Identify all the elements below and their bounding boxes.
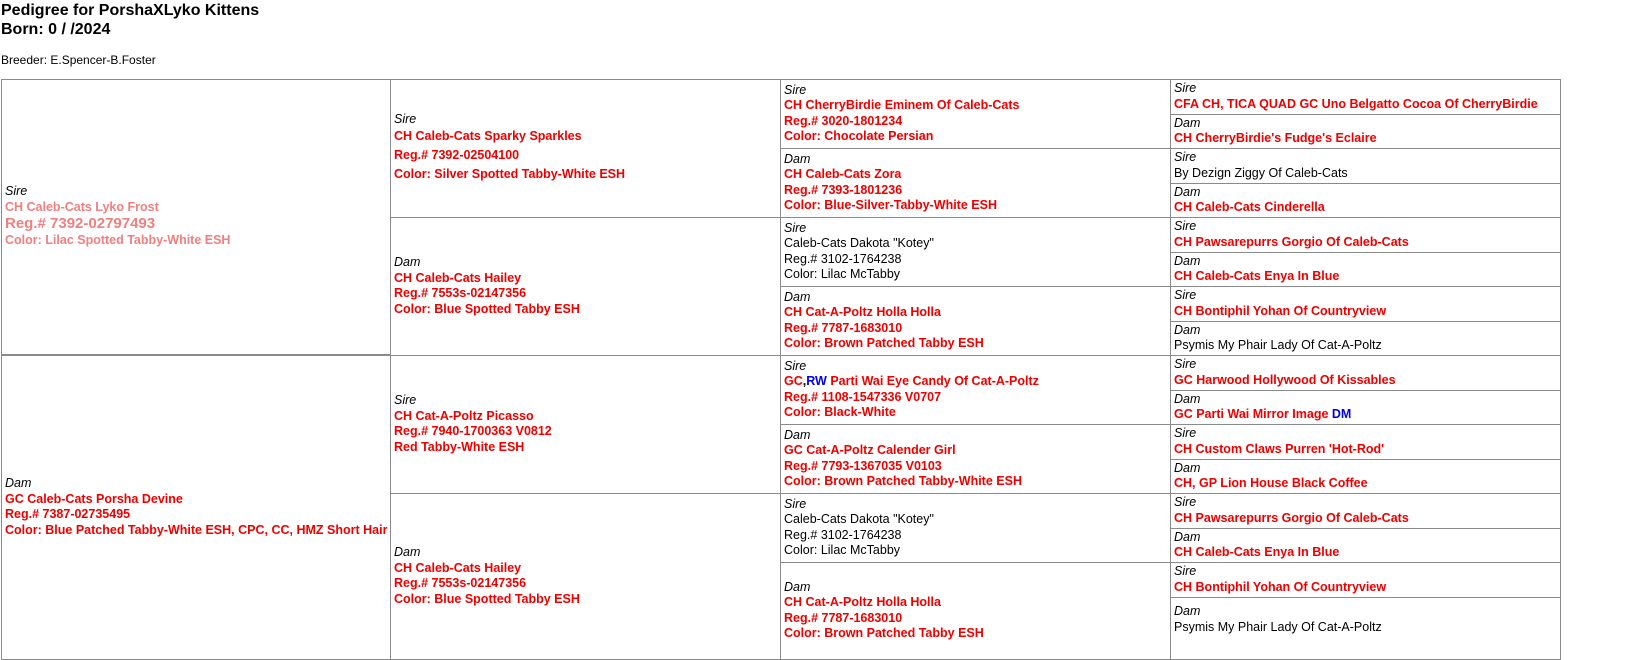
gen3-sds-cell — [780, 217, 1171, 287]
gen3-sdd-cell — [780, 286, 1171, 356]
gen2-ss-name: CH Caleb-Cats Sparky Sparkles — [394, 129, 582, 144]
page-title: Pedigree for PorshaXLyko Kittens — [1, 2, 260, 19]
gen3-ssd-cell — [780, 148, 1171, 218]
gen4-name-11: CH Custom Claws Purren 'Hot-Rod' — [1174, 441, 1385, 456]
sire-label: Sire — [1174, 495, 1197, 509]
breeder-info: Breeder: E.Spencer-B.Foster — [1, 53, 156, 67]
title-separator: , — [802, 374, 807, 388]
gen4-name-8: Psymis My Phair Lady Of Cat-A-Poltz — [1174, 338, 1382, 352]
gen2-dam-sire-cell — [390, 355, 781, 494]
dam-label: Dam — [1174, 604, 1201, 618]
gen4-name-14: CH Caleb-Cats Enya In Blue — [1174, 545, 1340, 559]
dam-label: Dam — [1174, 253, 1201, 268]
gen2-ss-color: Color: Silver Spotted Tabby-White ESH — [394, 167, 626, 182]
gen4-cell-16 — [1170, 597, 1561, 660]
sire-label: Sire — [394, 393, 417, 407]
gen3-ddd-color: Color: Brown Patched Tabby ESH — [784, 626, 984, 640]
gen4-name-9: GC Harwood Hollywood Of Kissables — [1174, 372, 1396, 387]
sire-label: Sire — [784, 220, 807, 235]
gen1-dam-reg: Reg.# 7387-02735495 — [5, 507, 131, 521]
gen3-dsd-name: GC Cat-A-Poltz Calender Girl — [784, 443, 956, 457]
dam-label: Dam — [784, 579, 811, 594]
gen4-name-2: CH CherryBirdie's Fudge's Eclaire — [1174, 131, 1377, 145]
gen2-sd-reg: Reg.# 7553s-02147356 — [394, 286, 527, 300]
gen2-sd-color: Color: Blue Spotted Tabby ESH — [394, 301, 580, 316]
gen2-ds-name: CH Cat-A-Poltz Picasso — [394, 408, 534, 423]
gen3-ssd-reg: Reg.# 7393-1801236 — [784, 182, 903, 197]
sire-label: Sire — [394, 111, 417, 126]
gen1-sire-cell — [1, 79, 391, 355]
gen2-ss-reg: Reg.# 7392-02504100 — [394, 148, 520, 163]
sire-label: Sire — [784, 82, 807, 97]
gen2-dd-color: Color: Blue Spotted Tabby ESH — [394, 591, 580, 606]
gen3-sss-reg: Reg.# 3020-1801234 — [784, 113, 903, 128]
sire-label: Sire — [1174, 564, 1197, 578]
gen3-dsd-color: Color: Brown Patched Tabby-White ESH — [784, 474, 1022, 488]
gen4-name-7: CH Bontiphil Yohan Of Countryview — [1174, 303, 1387, 318]
gen3-dss-color: Color: Black-White — [784, 405, 896, 419]
gen4-name-13: CH Pawsarepurrs Gorgio Of Caleb-Cats — [1174, 510, 1409, 525]
dam-label: Dam — [394, 255, 421, 269]
gen4-name-15: CH Bontiphil Yohan Of Countryview — [1174, 579, 1387, 594]
sire-label: Sire — [1174, 357, 1197, 371]
gen4-cell-5 — [1170, 217, 1561, 253]
sire-label: Sire — [1174, 426, 1197, 440]
gen4-cell-8 — [1170, 321, 1561, 356]
gen1-dam-name: GC Caleb-Cats Porsha Devine — [5, 491, 183, 506]
gen4-name-12: CH, GP Lion House Black Coffee — [1174, 476, 1368, 490]
gen4-name-6: CH Caleb-Cats Enya In Blue — [1174, 269, 1340, 283]
gen3-sss-color: Color: Chocolate Persian — [784, 129, 934, 143]
dam-label: Dam — [784, 151, 811, 166]
gen4-name-4: CH Caleb-Cats Cinderella — [1174, 200, 1325, 214]
gen4-cell-13 — [1170, 493, 1561, 529]
gen3-sss-name: CH CherryBirdie Eminem Of Caleb-Cats — [784, 98, 1020, 112]
gen1-sire-reg: Reg.# 7392-02797493 — [5, 215, 156, 233]
dam-label: Dam — [784, 427, 811, 442]
gen3-sss-cell — [780, 79, 1171, 149]
gen4-cell-6 — [1170, 252, 1561, 287]
gen3-dds-name: Caleb-Cats Dakota "Kotey" — [784, 512, 934, 526]
dam-label: Dam — [1174, 115, 1201, 130]
gen2-ds-reg: Reg.# 7940-1700363 V0812 — [394, 424, 552, 438]
gen1-sire-name: CH Caleb-Cats Lyko Frost — [5, 199, 159, 214]
gen2-ds-color: Red Tabby-White ESH — [394, 439, 525, 454]
dam-label: Dam — [784, 289, 811, 304]
gen4-name-16: Psymis My Phair Lady Of Cat-A-Poltz — [1174, 619, 1382, 634]
gen3-dds-color: Color: Lilac McTabby — [784, 543, 901, 557]
gen4-cell-1 — [1170, 79, 1561, 115]
gen2-sire-sire-cell — [390, 79, 781, 218]
title-rw: RW — [806, 374, 827, 388]
gen4-cell-4 — [1170, 183, 1561, 218]
dam-label: Dam — [1174, 184, 1201, 199]
gen4-cell-2 — [1170, 114, 1561, 149]
title-dm: DM — [1331, 407, 1352, 421]
sire-label: Sire — [1174, 81, 1197, 95]
gen1-dam-color: Color: Blue Patched Tabby-White ESH, CPC, CC, HMZ Short Hair — [5, 522, 388, 537]
gen4-name-10: GC Parti Wai Mirror Image — [1174, 407, 1332, 421]
gen3-dss-name: Parti Wai Eye Candy Of Cat-A-Poltz — [826, 374, 1039, 388]
gen3-ssd-name: CH Caleb-Cats Zora — [784, 167, 902, 181]
gen4-cell-9 — [1170, 355, 1561, 391]
dam-label: Dam — [1174, 391, 1201, 406]
gen3-dds-cell — [780, 493, 1171, 563]
gen3-sds-reg: Reg.# 3102-1764238 — [784, 251, 902, 266]
gen3-ssd-color: Color: Blue-Silver-Tabby-White ESH — [784, 198, 997, 212]
gen2-sd-name: CH Caleb-Cats Hailey — [394, 270, 522, 285]
gen3-dss-cell — [780, 355, 1171, 425]
gen4-cell-3 — [1170, 148, 1561, 184]
gen3-dss-reg: Reg.# 1108-1547336 V0707 — [784, 389, 942, 404]
gen3-sds-name: Caleb-Cats Dakota "Kotey" — [784, 236, 934, 250]
gen4-name-3: By Dezign Ziggy Of Caleb-Cats — [1174, 165, 1348, 180]
gen2-sire-dam-cell — [390, 217, 781, 356]
gen4-name-10-line — [1174, 407, 1557, 423]
dam-label: Dam — [394, 545, 421, 559]
gen4-name-5: CH Pawsarepurrs Gorgio Of Caleb-Cats — [1174, 234, 1409, 249]
gen1-dam-cell — [1, 355, 391, 660]
gen1-sire-color: Color: Lilac Spotted Tabby-White ESH — [5, 233, 231, 248]
gen4-name-1: CFA CH, TICA QUAD GC Uno Belgatto Cocoa Of CherryBirdie — [1174, 96, 1538, 111]
gen3-dss-name-line — [784, 374, 1167, 390]
gen3-ddd-cell — [780, 562, 1171, 660]
gen3-sdd-color: Color: Brown Patched Tabby ESH — [784, 336, 984, 350]
sire-label: Sire — [1174, 150, 1197, 164]
sire-label: Sire — [784, 358, 807, 373]
gen3-ddd-reg: Reg.# 7787-1683010 — [784, 610, 903, 625]
gen4-cell-7 — [1170, 286, 1561, 322]
gen4-cell-11 — [1170, 424, 1561, 460]
gen3-sds-color: Color: Lilac McTabby — [784, 267, 901, 281]
sire-label: Sire — [1174, 219, 1197, 233]
gen2-dd-reg: Reg.# 7553s-02147356 — [394, 576, 527, 590]
dam-label: Dam — [5, 476, 32, 490]
gen3-dsd-reg: Reg.# 7793-1367035 V0103 — [784, 458, 942, 473]
gen3-sdd-reg: Reg.# 7787-1683010 — [784, 320, 903, 335]
sire-label: Sire — [784, 496, 807, 511]
gen3-ddd-name: CH Cat-A-Poltz Holla Holla — [784, 595, 941, 609]
gen3-dsd-cell — [780, 424, 1171, 494]
gen2-dd-name: CH Caleb-Cats Hailey — [394, 560, 522, 575]
gen3-sdd-name: CH Cat-A-Poltz Holla Holla — [784, 305, 941, 319]
gen4-cell-12 — [1170, 459, 1561, 494]
sire-label: Sire — [1174, 288, 1197, 302]
gen4-cell-15 — [1170, 562, 1561, 598]
dam-label: Dam — [1174, 322, 1201, 337]
gen2-dam-dam-cell — [390, 493, 781, 660]
born-date: Born: 0 / /2024 — [1, 21, 111, 38]
title-gc: GC — [784, 374, 803, 388]
dam-label: Dam — [1174, 460, 1201, 475]
gen4-cell-10 — [1170, 390, 1561, 425]
dam-label: Dam — [1174, 529, 1201, 544]
sire-label: Sire — [5, 184, 28, 199]
gen4-cell-14 — [1170, 528, 1561, 563]
gen3-dds-reg: Reg.# 3102-1764238 — [784, 527, 902, 542]
